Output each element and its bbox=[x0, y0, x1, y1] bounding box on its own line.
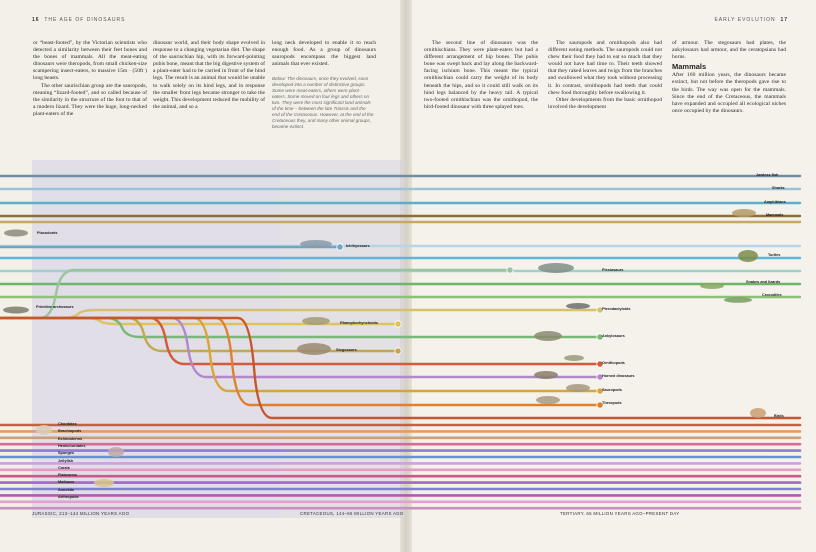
placodont-illustration bbox=[4, 230, 28, 237]
taxon-label: Snakes and lizards bbox=[746, 280, 781, 284]
taxon-label: Sponges bbox=[58, 451, 75, 456]
page-number-left: 16 bbox=[32, 17, 40, 23]
section-heading-mammals: Mammals bbox=[672, 62, 707, 72]
horned-dinosaur-illustration bbox=[534, 371, 558, 379]
era-label-cretaceous: CRETACEOUS, 144–65 MILLION YEARS AGO bbox=[300, 511, 404, 516]
turtle-illustration bbox=[738, 250, 758, 262]
paragraph: The other saurischian group are the sauropods, meaning “lizard-footed”, and so called because of the similarity in the structure of the foot to that of a modern lizard. They were the huge, long-necked plant-eaters of the bbox=[33, 82, 147, 117]
plesiosaur-illustration bbox=[538, 263, 574, 273]
running-head-right: EARLY EVOLUTION bbox=[714, 17, 776, 23]
taxon-label: Sharks bbox=[772, 186, 785, 190]
taxon-label: Ornithopods bbox=[602, 361, 625, 365]
taxon-label: Ichthyosaurs bbox=[346, 244, 370, 248]
taxon-label: Placodonts bbox=[37, 231, 58, 235]
paragraph: or “beast-footed”, by the Victorian scientists who detected a similarity between their feet bones and the bones of mammals. All the meat-eating dinosaurs were theropods, from small chicken-size scampering insect-eaters, to massive 15m · (50ft ) long beasts. bbox=[33, 40, 147, 82]
invertebrate-illustration bbox=[108, 447, 124, 457]
running-head-left: THE AGE OF DINOSAURS bbox=[44, 17, 126, 23]
pterodactyl-illustration bbox=[566, 303, 590, 309]
taxon-label: Theropods bbox=[602, 401, 622, 405]
ornithopod-illustration bbox=[564, 355, 584, 361]
taxon-label: Flatworms bbox=[58, 473, 77, 478]
taxon-label: Horned dinosaurs bbox=[602, 374, 635, 378]
rhamphorhynchoid-illustration bbox=[302, 317, 330, 325]
taxon-label: Annelids bbox=[58, 487, 75, 492]
taxon-label: Primitive archosaurs bbox=[36, 305, 74, 309]
taxon-label: Molluscs bbox=[58, 480, 75, 485]
invertebrate-illustration bbox=[94, 479, 114, 487]
taxon-label: Hemichordates bbox=[58, 443, 86, 448]
paragraph: The sauropods and ornithopods also had different eating methods. The sauropods could not chew their food they had to eat so much that they would not have had time to. Their teeth showed that they raked leaves and twigs from the branches and swallowed what they took without processing it. In contrast, ornithopods had teeth that could chew food thoroughly before swallowing it. bbox=[548, 40, 662, 96]
era-label-tertiary: TERTIARY, 65 MILLION YEARS AGO–PRESENT DAY bbox=[560, 511, 680, 516]
extinction-dot bbox=[395, 321, 401, 327]
taxon-label: Chordates bbox=[58, 422, 77, 426]
extinction-dot bbox=[395, 348, 401, 354]
ankylosaur-illustration bbox=[534, 331, 562, 341]
taxon-label: Brachiopods bbox=[58, 429, 82, 434]
archosaur-illustration bbox=[3, 307, 29, 314]
stegosaur-illustration bbox=[297, 343, 331, 355]
lineage-branch bbox=[0, 318, 800, 418]
taxon-label: Ankylosaurs bbox=[602, 334, 625, 338]
taxon-label: Turtles bbox=[768, 253, 781, 257]
taxon-label: Pterodactyloids bbox=[602, 307, 631, 311]
page-number-right: 17 bbox=[780, 17, 788, 23]
lizard-illustration bbox=[700, 283, 724, 289]
taxon-label: Mammals bbox=[766, 213, 784, 217]
ichthyosaur-illustration bbox=[300, 240, 332, 248]
paragraph: After 160 million years, the dinosaurs became extinct, but not before the theropods gave rise to the birds. The way was open for the mammals. Since the end of the Cretaceous, the mammals have expanded and occupied all ecological niches once occupied by the dinosaurs. bbox=[672, 72, 786, 114]
theropod-illustration bbox=[536, 396, 560, 404]
taxon-label: Rhamphorhynchoids bbox=[340, 321, 378, 325]
lineage-branch bbox=[0, 318, 600, 337]
paragraph: long neck developed to enable it to reach enough food. As a group of dinosaurs sauropods encompass the biggest land animals that ever existed. bbox=[272, 40, 376, 68]
taxon-label: Jellyfish bbox=[58, 458, 74, 463]
taxon-label: Amphibians bbox=[764, 200, 786, 204]
bird-illustration bbox=[750, 408, 766, 418]
taxon-label: Arthropods bbox=[58, 495, 79, 499]
shell-illustration bbox=[36, 425, 52, 435]
crocodile-illustration bbox=[724, 297, 752, 303]
taxon-label: Jawless fish bbox=[756, 173, 779, 177]
diagram-caption: Below: The dinosaurs, once they evolved, soon developed into a number of distinctive groups. Some were meat-eaters, others were plant-eaters. Some moved on four legs and others on two. They were the most significant land animals of the time – between the late Triassic and the end of the Cretaceous. However, at the end of the Cretaceous they, and many other animal groups, became extinct. bbox=[272, 76, 374, 129]
mammal-illustration bbox=[732, 209, 756, 217]
era-label-jurassic: JURASSIC, 213–144 MILLION YEARS AGO bbox=[32, 511, 130, 516]
paragraph: of armour. The stegosaurs had plates, the ankylosaurs had armour, and the ceratopsians had horns. bbox=[672, 40, 786, 61]
extinction-dot bbox=[337, 244, 343, 250]
taxon-label: Sauropods bbox=[602, 388, 622, 392]
taxon-label: Corals bbox=[58, 465, 70, 470]
lineage-branch bbox=[0, 318, 600, 391]
taxon-label: Birds bbox=[774, 414, 784, 418]
paragraph: dinosaur world, and their body shape evolved in response to a changing vegetarian diet. The shape of the saurischian hip, with its forward-pointing pubis bone, meant that the big digestive system of a plant-eater had to be carried in front of the hind legs. The result is an animal that would be unable to walk solely on its hind legs, and in response the smaller front legs became stronger to take the weight. This development reduced the mobility of the animal, and so a bbox=[153, 40, 266, 110]
taxon-label: Stegosaurs bbox=[336, 348, 357, 352]
taxon-label: Echinoderms bbox=[58, 436, 83, 441]
paragraph: The second line of dinosaurs was the ornithischians. They were plant-eaters but had a different arrangement of hip bones. The pubis bone was swept back and lay along the backward-facing ischium bone. This meant the typical ornithischian could carry the weight of its body beneath the hips, and so it could still walk on its hind legs balanced by the heavy tail. A typical two-footed ornithischian was the ornithopod, the bird-footed dinosaur with three splayed toes. bbox=[424, 40, 538, 110]
sauropod-illustration bbox=[566, 384, 590, 392]
paragraph: Other developments from the basic ornithopod involved the development bbox=[548, 96, 662, 110]
extinction-dot bbox=[507, 267, 513, 273]
taxon-label: Plesiosaurs bbox=[602, 268, 624, 272]
taxon-label: Crocodiles bbox=[762, 293, 782, 297]
